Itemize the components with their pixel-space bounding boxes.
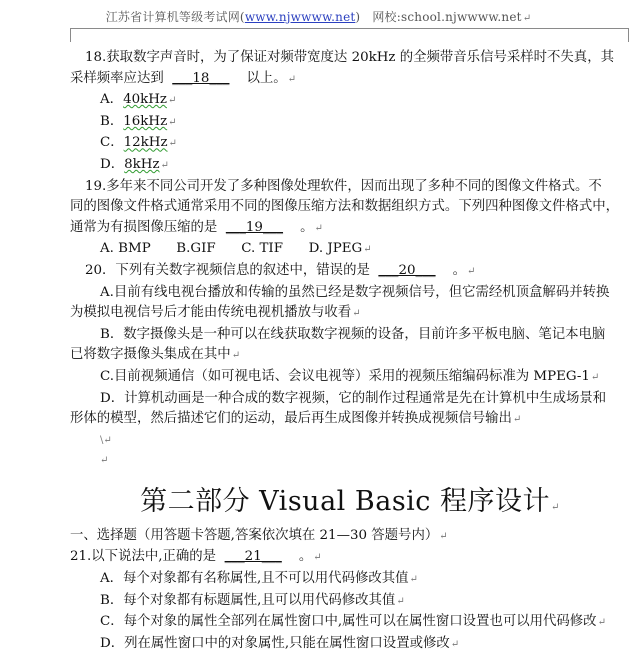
q19-line3: 通常为有损图像压缩的是 ___19___ 。↵ — [70, 219, 323, 235]
q21-stem-end: 。 — [298, 549, 313, 565]
q21-stem-text: 21.以下说法中,正确的是 — [70, 549, 217, 565]
q19-line1: 19.多年来不同公司开发了多种图像处理软件，因而出现了多种不同的图像文件格式。不 — [85, 178, 602, 194]
q20-blank: ___20___ — [378, 262, 436, 278]
school-label: 网校:school.njwwww.net — [372, 10, 522, 24]
header-rule — [70, 28, 628, 29]
q18-option-d: D．8kHz↵ — [100, 156, 169, 172]
q18-option-c: C．12kHz↵ — [100, 135, 177, 151]
q20-option-b-line2: 已将数字摄像头集成在其中↵ — [70, 347, 241, 363]
q19-stem-end: 。 — [300, 219, 314, 235]
q20-option-b-line1: B．数字摄像头是一种可以在线获取数字视频的设备，目前许多平板电脑、笔记本电脑 — [100, 326, 606, 342]
q21-option-d: D．列在属性窗口中的对象属性,只能在属性窗口设置或修改↵ — [100, 635, 460, 651]
empty-paragraph: ↵ — [100, 455, 109, 467]
q18-blank: ___18___ — [172, 70, 230, 86]
section-subtitle: 一、选择题（用答题卡答题,答案依次填在 21—30 答题号内）↵ — [70, 527, 448, 543]
q19-blank: ___19___ — [225, 219, 284, 235]
crop-mark-left — [70, 28, 71, 42]
q21-blank: ___21___ — [224, 549, 282, 565]
q20-option-c: C.目前视频通信（如可视电话、会议电视等）采用的视频压缩编码标准为 MPEG-1↵ — [100, 368, 600, 384]
q18-option-a: A．40kHz↵ — [100, 92, 177, 108]
q18-option-b: B．16kHz↵ — [100, 113, 177, 129]
q20-stem: 20．下列有关数字视频信息的叙述中，错误的是 ___20___ 。↵ — [85, 262, 476, 278]
q19-stem-text: 通常为有损图像压缩的是 — [70, 219, 218, 235]
q20-option-a-line2: 为模拟电视信号后才能由传统电视机播放与收看↵ — [70, 305, 361, 321]
q19-option-b: B.GIF — [176, 241, 216, 257]
q18-stem-end: 以上。 — [246, 70, 287, 86]
header-suffix: ) — [355, 10, 361, 24]
page-header: 江苏省计算机等级考试网(www.njwwww.net) 网校:school.njwwww.net↵ — [105, 10, 532, 24]
header-prefix: 江苏省计算机等级考试网( — [105, 10, 245, 24]
q21-stem: 21.以下说法中,正确的是 ___21___ 。↵ — [70, 549, 322, 565]
q19-option-c: C. TIF — [241, 241, 284, 257]
empty-paragraph: \↵ — [100, 434, 112, 446]
site-link[interactable]: www.njwwww.net — [244, 10, 356, 24]
section-title: 第二部分 Visual Basic 程序设计↵ — [140, 485, 560, 517]
q20-option-a-line1: A.目前有线电视台播放和传输的虽然已经是数字视频信号，但它需经机顶盒解码并转换 — [100, 284, 610, 300]
q18-stem-line1: 18.获取数字声音时，为了保证对频带宽度达 20kHz 的全频带音乐信号采样时不失真，其 — [85, 50, 614, 65]
q20-option-d-line2: 形体的模型，然后描述它们的运动，最后再生成图像并转换成视频信号输出↵ — [70, 411, 522, 427]
document-body — [70, 48, 630, 655]
q18-stem-line2: 采样频率应达到 ___18___ 以上。↵ — [70, 70, 297, 86]
q21-option-a: A．每个对象都有名称属性,且不可以用代码修改其值↵ — [100, 571, 418, 587]
q19-line2: 同的图像文件格式通常采用不同的图像压缩方法和数据组织方式。下列四种图像文件格式中， — [70, 199, 620, 215]
q21-option-b: B．每个对象都有标题属性,且可以用代码修改其值↵ — [100, 592, 405, 608]
q19-option-a: A. BMP — [100, 241, 151, 257]
q19-option-d: D. JPEG — [308, 241, 363, 257]
q20-option-d-line1: D．计算机动画是一种合成的数字视频，它的制作过程通常是先在计算机中生成场景和 — [100, 390, 607, 406]
q18-stem-text: 采样频率应达到 — [70, 70, 164, 86]
q20-stem-end: 。 — [452, 262, 467, 278]
q20-stem-text: 20．下列有关数字视频信息的叙述中，错误的是 — [85, 262, 370, 278]
crop-mark-right — [628, 28, 629, 42]
q19-options: A. BMP B.GIF C. TIF D. JPEG↵ — [100, 241, 372, 257]
q21-option-c: C．每个对象的属性全部列在属性窗口中,属性可以在属性窗口设置也可以用代码修改↵ — [100, 614, 606, 630]
